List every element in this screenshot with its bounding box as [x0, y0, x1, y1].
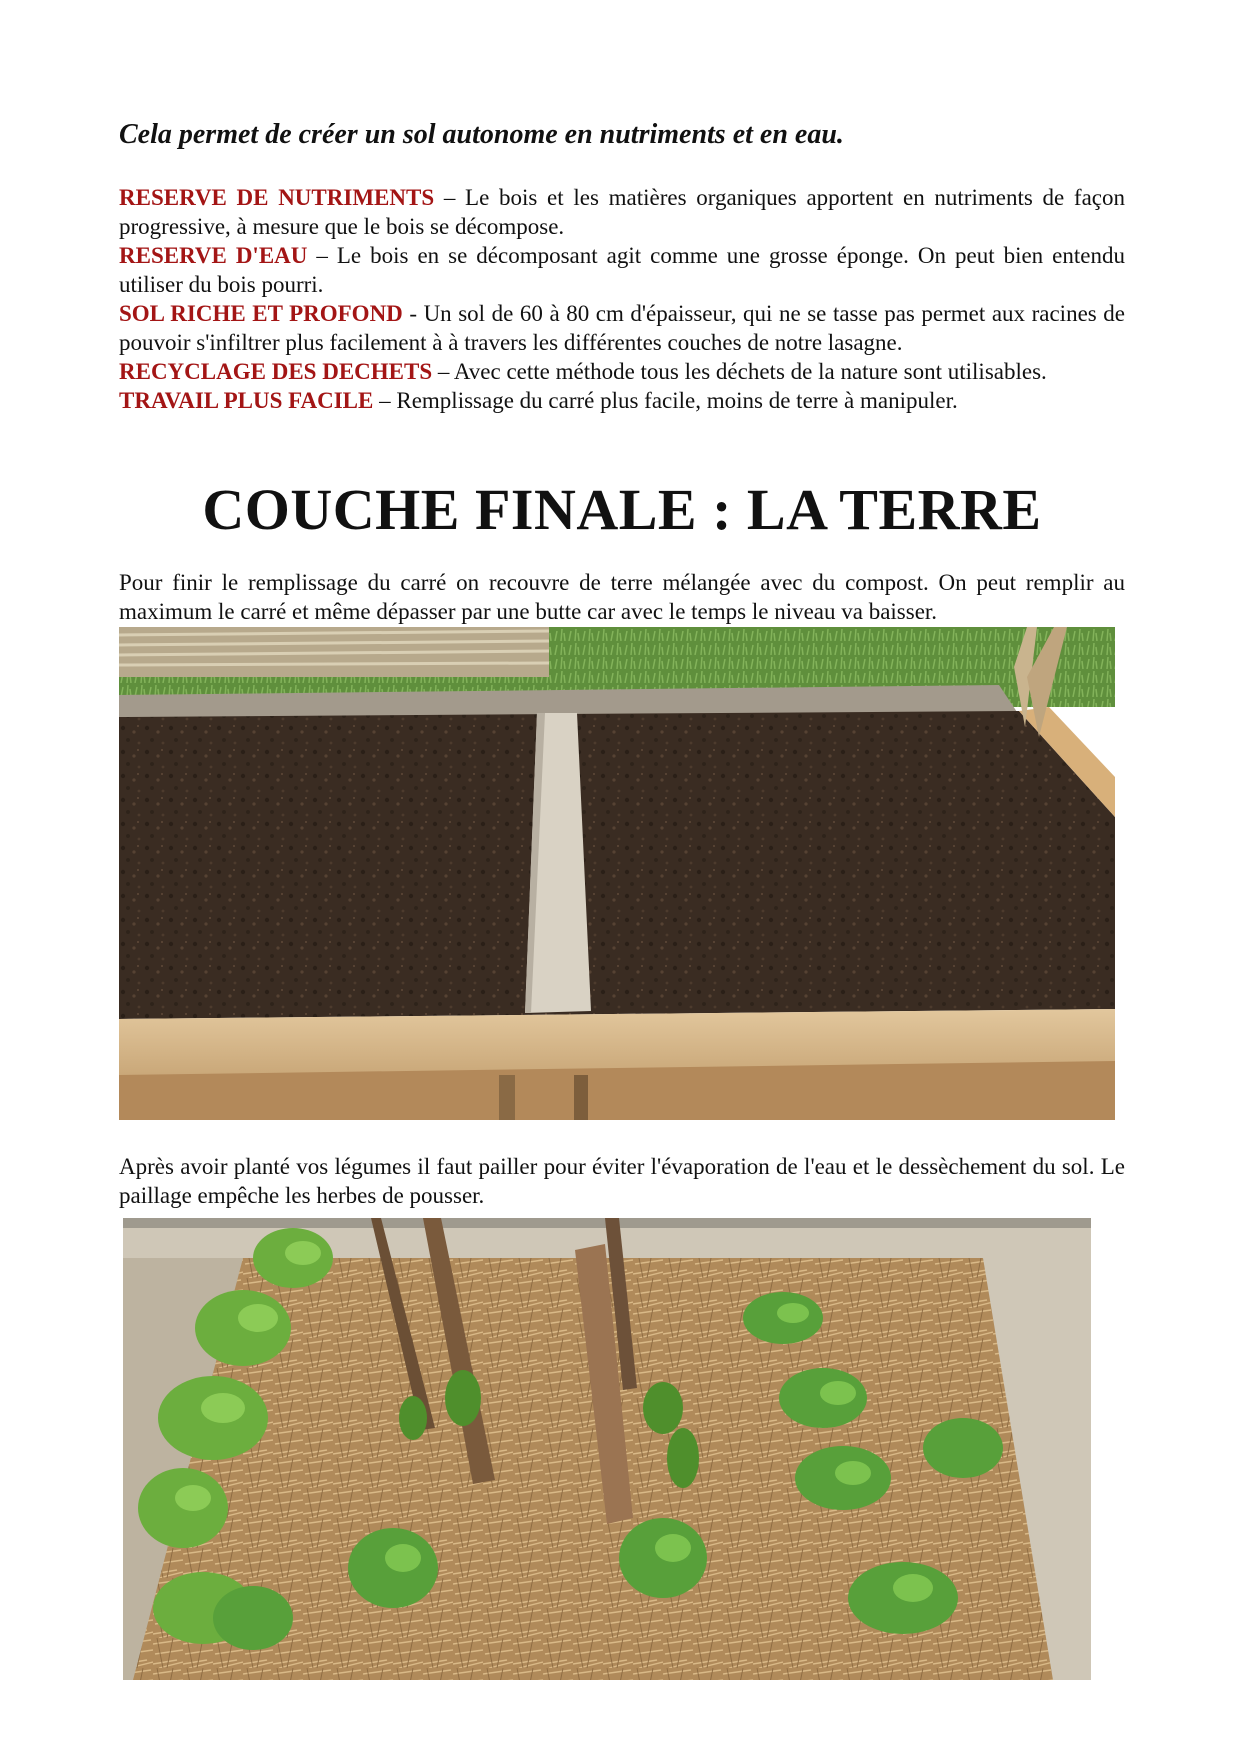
benefit-keyword: RECYCLAGE DES DECHETS: [119, 359, 433, 384]
benefit-text: – Le bois en se décomposant agit comme une grosse éponge. On peut bien entendu utiliser du bois pourri.: [119, 243, 1125, 297]
benefit-keyword: SOL RICHE ET PROFOND: [119, 301, 403, 326]
benefit-nutrients: [119, 183, 1125, 241]
benefit-keyword: RESERVE D'EAU: [119, 243, 308, 268]
benefit-text: – Le bois et les matières organiques apportent en nutriments de façon progressive, à mesure que le bois se décompose.: [119, 185, 1125, 239]
photo-mulched-bed-plants: [123, 1218, 1091, 1680]
paragraph-mulching: Après avoir planté vos légumes il faut pailler pour éviter l'évaporation de l'eau et le dessèchement du sol. Le paillage empêche les herbes de pousser.: [119, 1154, 1125, 1208]
section-title: COUCHE FINALE : LA TERRE: [202, 477, 1042, 542]
benefit-recycling: [119, 357, 1125, 386]
paragraph-soil-filling: Pour finir le remplissage du carré on recouvre de terre mélangée avec du compost. On peut remplir au maximum le carré et même dépasser par une butte car avec le temps le niveau va baisser.: [119, 570, 1125, 624]
photo-raised-bed-soil: [119, 627, 1115, 1120]
benefit-keyword: RESERVE DE NUTRIMENTS: [119, 185, 435, 210]
benefit-water: [119, 241, 1125, 299]
intro-sentence: Cela permet de créer un sol autonome en nutriments et en eau.: [119, 119, 844, 150]
benefit-soil: [119, 299, 1125, 357]
benefit-text: – Avec cette méthode tous les déchets de la nature sont utilisables.: [432, 359, 1047, 384]
benefit-keyword: TRAVAIL PLUS FACILE: [119, 388, 374, 413]
benefit-easier-work: [119, 386, 1125, 415]
benefit-text: - Un sol de 60 à 80 cm d'épaisseur, qui ne se tasse pas permet aux racines de pouvoir s'infiltrer plus facilement à à travers les différentes couches de notre lasagne.: [119, 301, 1125, 355]
benefit-text: – Remplissage du carré plus facile, moins de terre à manipuler.: [373, 388, 958, 413]
benefits-list: [119, 183, 1125, 415]
